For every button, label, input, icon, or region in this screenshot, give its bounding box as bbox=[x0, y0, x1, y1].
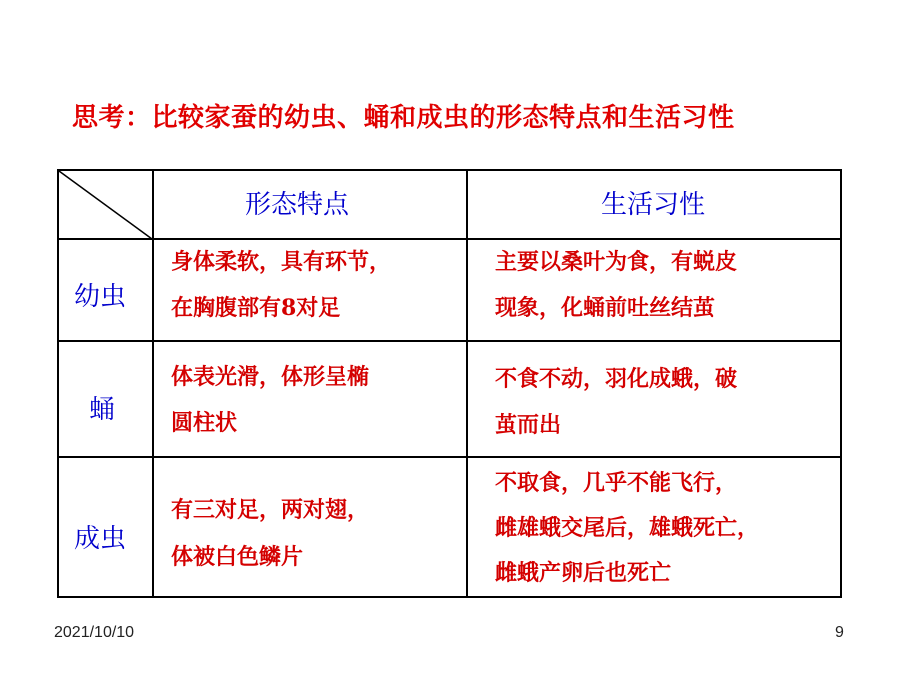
table-column-divider bbox=[466, 171, 468, 596]
footer-date: 2021/10/10 bbox=[54, 624, 135, 641]
pupa-morphology-line: 圆柱状 bbox=[171, 410, 238, 436]
table-column-divider bbox=[152, 171, 154, 596]
slide-title: 思考：比较家蚕的幼虫、蛹和成虫的形态特点和生活习性 bbox=[72, 103, 735, 133]
header-morphology: 形态特点 bbox=[245, 190, 350, 220]
larva-habit-line: 主要以桑叶为食，有蜕皮 bbox=[495, 249, 738, 275]
row-label-larva: 幼虫 bbox=[74, 282, 127, 312]
larva-morphology-line: 身体柔软，具有环节， bbox=[171, 249, 392, 275]
adult-morphology-line: 体被白色鳞片 bbox=[171, 544, 304, 570]
larva-morphology-line: 在胸腹部有8对足 bbox=[171, 295, 341, 321]
page-number: 9 bbox=[835, 624, 844, 641]
row-label-pupa: 蛹 bbox=[89, 395, 116, 425]
diagonal-line bbox=[59, 171, 152, 239]
pupa-morphology-line: 体表光滑，体形呈椭 bbox=[171, 364, 370, 390]
header-habits: 生活习性 bbox=[601, 190, 706, 220]
adult-morphology-line: 有三对足，两对翅， bbox=[171, 497, 370, 523]
table-corner-diagonal bbox=[59, 171, 152, 239]
row-label-adult: 成虫 bbox=[74, 524, 127, 554]
adult-habit-line: 雌雄蛾交尾后，雄蛾死亡， bbox=[495, 515, 760, 541]
pupa-habit-line: 不食不动，羽化成蛾，破 bbox=[495, 366, 738, 392]
pupa-habit-line: 茧而出 bbox=[495, 412, 562, 438]
larva-habit-line: 现象，化蛹前吐丝结茧 bbox=[495, 295, 716, 321]
adult-habit-line: 不取食，几乎不能飞行， bbox=[495, 470, 738, 496]
table-row-divider bbox=[59, 456, 840, 458]
comparison-table bbox=[57, 169, 842, 598]
table-row-divider bbox=[59, 340, 840, 342]
adult-habit-line: 雌蛾产卵后也死亡 bbox=[495, 560, 672, 586]
